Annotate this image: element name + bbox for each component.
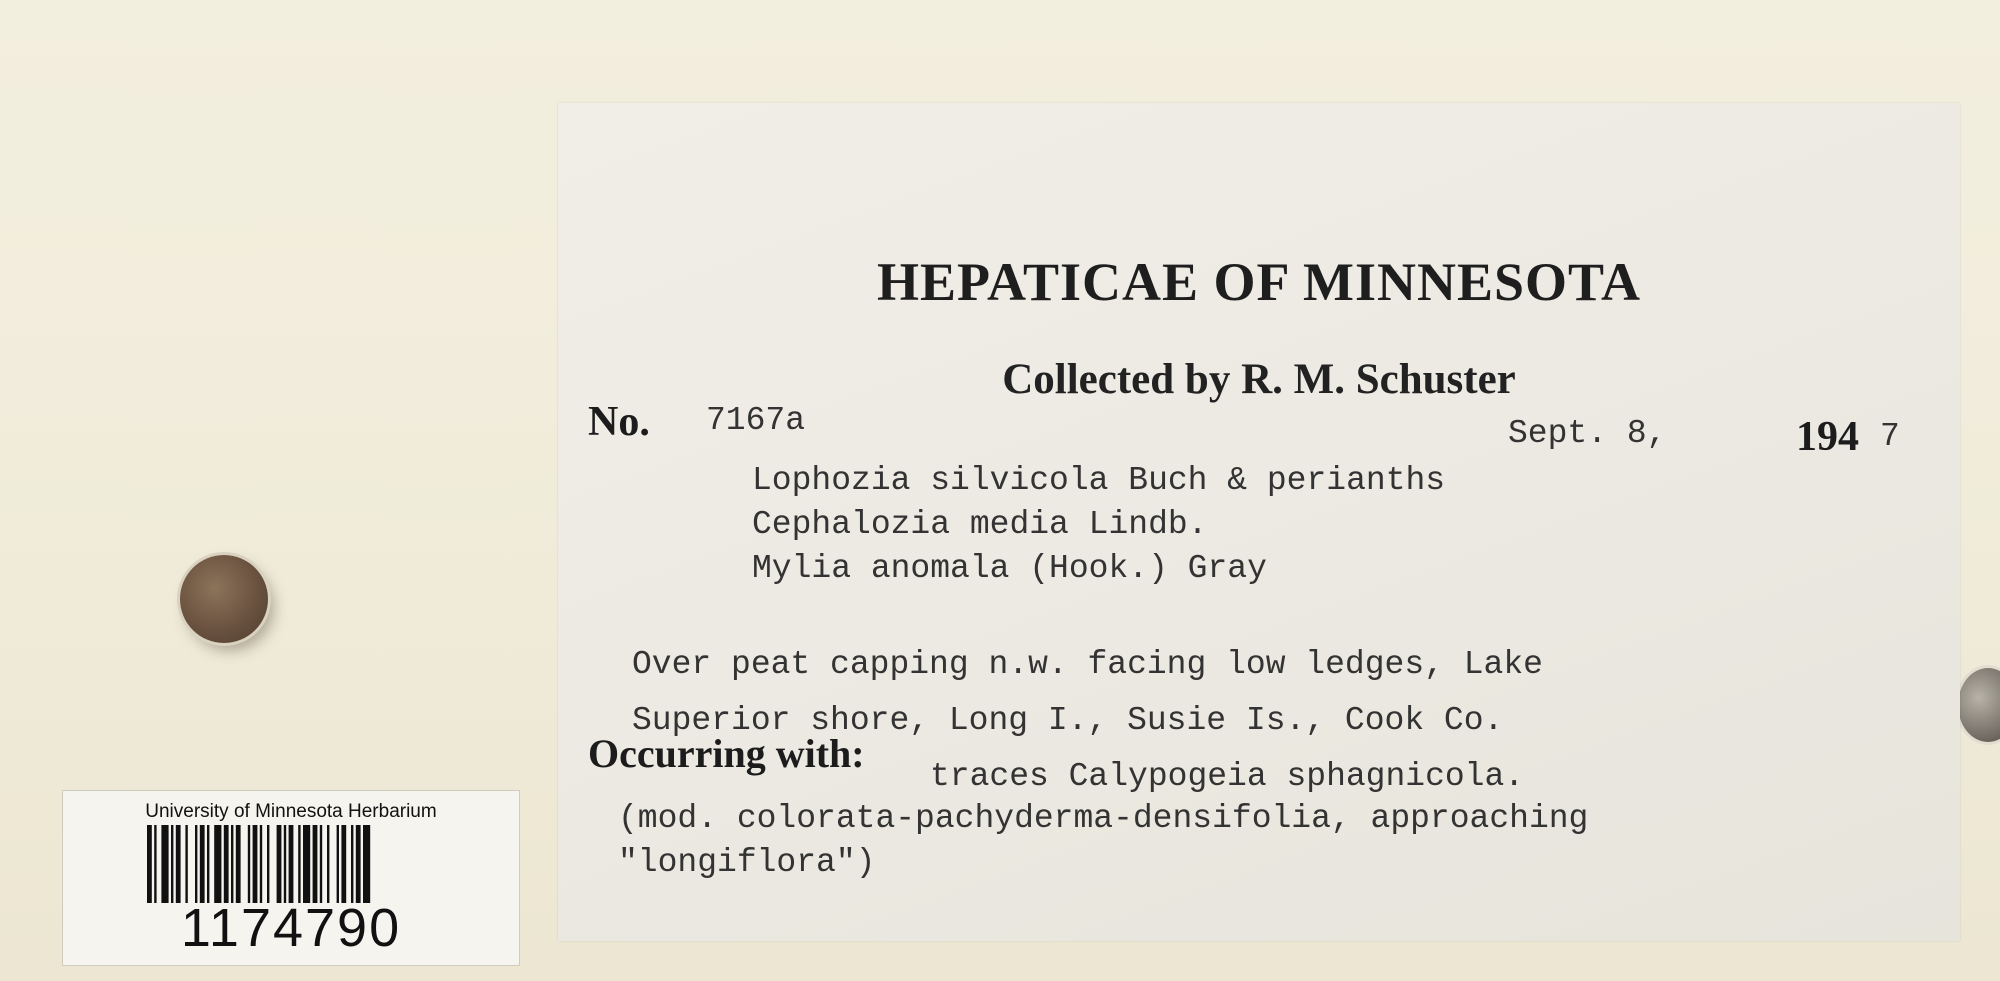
barcode-bar bbox=[176, 825, 181, 903]
barcode-bar bbox=[171, 825, 173, 903]
barcode-bar bbox=[303, 825, 310, 903]
barcode-bar bbox=[327, 825, 329, 903]
barcode-bar bbox=[267, 825, 269, 903]
barcode-bar bbox=[356, 825, 361, 903]
barcode-bar bbox=[341, 825, 346, 903]
year-printed: 194 bbox=[1796, 414, 1859, 460]
taxon-line: Lophozia silvicola Buch & perianths bbox=[752, 462, 1446, 499]
taxa-list bbox=[752, 462, 1445, 594]
collection-date: Sept. 8, bbox=[1508, 415, 1667, 452]
number-label: No. bbox=[588, 399, 650, 445]
barcode-bar bbox=[224, 825, 229, 903]
collection-number: 7167a bbox=[706, 402, 806, 439]
mounting-pin-edge-icon bbox=[1958, 668, 2000, 742]
occurring-with-label: Occurring with: bbox=[588, 731, 865, 776]
collector-line: Collected by R. M. Schuster bbox=[1002, 356, 1516, 403]
barcode-bar bbox=[253, 825, 258, 903]
herbarium-barcode-tag bbox=[62, 790, 520, 966]
barcode-bar bbox=[195, 825, 197, 903]
barcode-bar bbox=[277, 825, 282, 903]
barcode-bar bbox=[298, 825, 300, 903]
year-typed: 7 bbox=[1880, 418, 1900, 455]
barcode-bar bbox=[248, 825, 250, 903]
barcode-bar bbox=[289, 825, 294, 903]
barcode-bar bbox=[231, 825, 233, 903]
barcode-bar bbox=[363, 825, 370, 903]
barcode-bar bbox=[214, 825, 221, 903]
mounting-pin-icon bbox=[180, 555, 268, 643]
taxon-line: Mylia anomala (Hook.) Gray bbox=[752, 550, 1267, 587]
barcode-bar bbox=[351, 825, 353, 903]
barcode-bar bbox=[161, 825, 168, 903]
barcode-bar bbox=[200, 825, 205, 903]
barcode-bar bbox=[236, 825, 241, 903]
note-line: (mod. colorata-pachyderma-densifolia, approaching bbox=[618, 800, 1589, 837]
taxon-line: Cephalozia media Lindb. bbox=[752, 506, 1208, 543]
barcode-bar bbox=[320, 825, 322, 903]
barcode-bar bbox=[260, 825, 262, 903]
barcode-bar bbox=[337, 825, 339, 903]
barcode-bar bbox=[185, 825, 187, 903]
note-line: "longiflora") bbox=[618, 844, 876, 881]
habitat-line: Superior shore, Long I., Susie Is., Cook Co. bbox=[632, 702, 1504, 739]
barcode-number: 1174790 bbox=[180, 898, 402, 958]
barcode bbox=[147, 825, 435, 903]
barcode-bar bbox=[154, 825, 156, 903]
occurring-with-value: traces Calypogeia sphagnicola. bbox=[930, 758, 1525, 795]
barcode-bar bbox=[313, 825, 318, 903]
barcode-bar bbox=[284, 825, 286, 903]
barcode-bar bbox=[207, 825, 209, 903]
herbarium-name: University of Minnesota Herbarium bbox=[145, 801, 437, 822]
barcode-bar bbox=[147, 825, 152, 903]
habitat-line: Over peat capping n.w. facing low ledges, Lake bbox=[632, 646, 1543, 683]
label-title: HEPATICAE OF MINNESOTA bbox=[876, 252, 1642, 312]
